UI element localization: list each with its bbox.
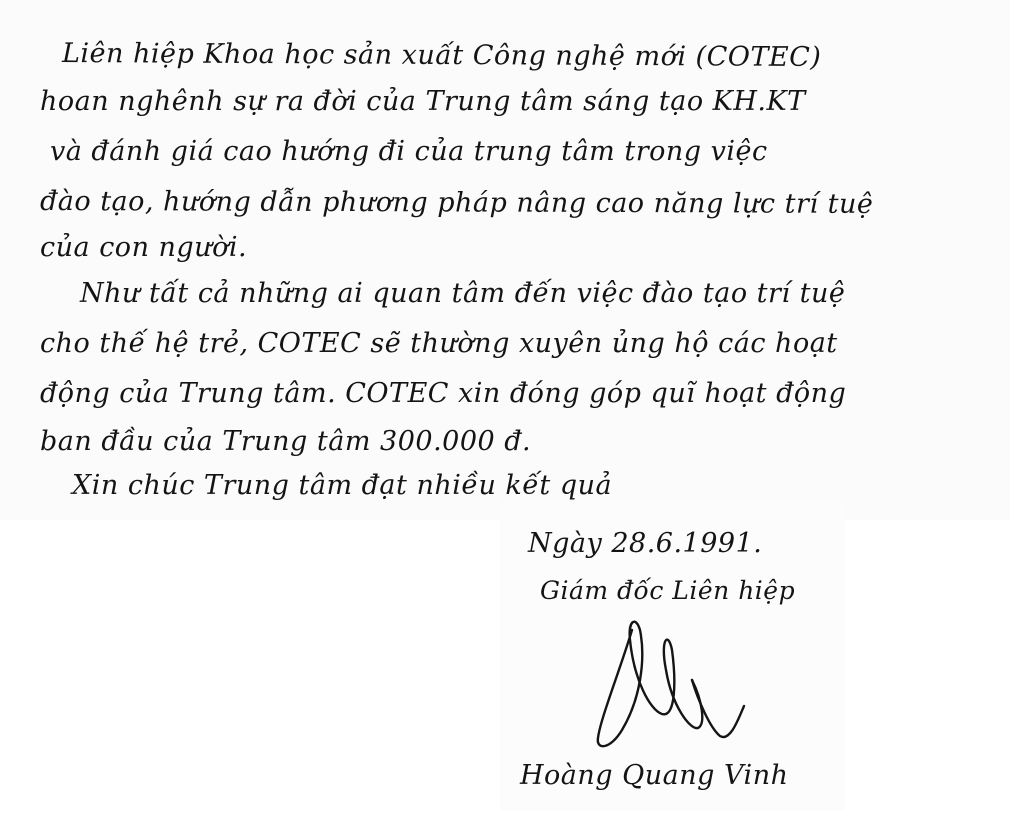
letter-line-2: hoan nghênh sự ra đời của Trung tâm sáng tạo KH.KT bbox=[40, 86, 806, 117]
signature-block bbox=[520, 520, 840, 820]
signature-date: Ngày 28.6.1991. bbox=[528, 528, 763, 559]
signer-title: Giám đốc Liên hiệp bbox=[540, 576, 796, 605]
letter-line-6: Như tất cả những ai quan tâm đến việc đào tạo trí tuệ bbox=[80, 278, 846, 309]
letter-line-5: của con người. bbox=[40, 232, 248, 263]
letter-line-7: cho thế hệ trẻ, COTEC sẽ thường xuyên ủng hộ các hoạt bbox=[40, 328, 838, 359]
letter-line-4: đào tạo, hướng dẫn phương pháp nâng cao năng lực trí tuệ bbox=[39, 186, 874, 220]
letter-line-9: ban đầu của Trung tâm 300.000 đ. bbox=[40, 426, 532, 457]
letter-line-3: và đánh giá cao hướng đi của trung tâm trong việc bbox=[50, 136, 768, 167]
letter-line-1: Liên hiệp Khoa học sản xuất Công nghệ mới (COTEC) bbox=[61, 38, 822, 73]
signer-name: Hoàng Quang Vinh bbox=[520, 760, 789, 791]
handwritten-signature bbox=[580, 610, 750, 760]
letter-line-10: Xin chúc Trung tâm đạt nhiều kết quả bbox=[72, 470, 613, 501]
letter-line-8: động của Trung tâm. COTEC xin đóng góp quĩ hoạt động bbox=[40, 378, 847, 409]
